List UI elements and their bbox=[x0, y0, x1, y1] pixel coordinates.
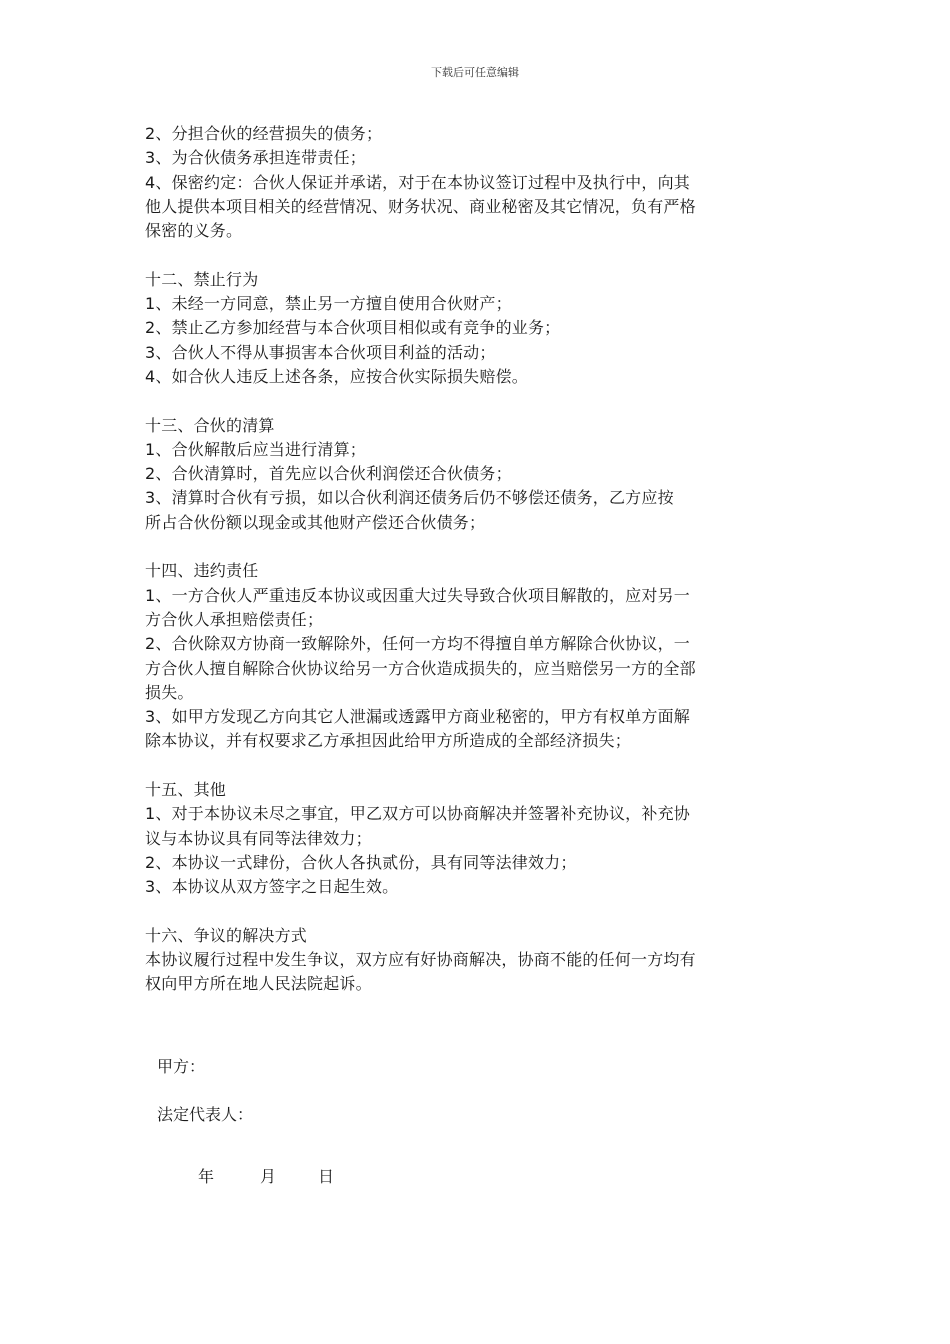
text-line: 2、禁止乙方参加经营与本合伙项目相似或有竞争的业务； bbox=[145, 318, 561, 338]
paragraph-gap bbox=[145, 535, 805, 559]
paragraph-gap bbox=[145, 389, 805, 413]
text-line: 2、合伙清算时，首先应以合伙利润偿还合伙债务； bbox=[145, 464, 512, 484]
section-prohibited-acts bbox=[145, 268, 805, 389]
section-heading: 十三、合伙的清算 bbox=[145, 415, 275, 435]
text-line: 1、对于本协议未尽之事宜，甲乙双方可以协商解决并签署补充协议，补充协 bbox=[145, 804, 690, 824]
text-line: 2、本协议一式肆份，合伙人各执贰份，具有同等法律效力； bbox=[145, 852, 577, 872]
text-line: 议与本协议具有同等法律效力； bbox=[145, 828, 372, 848]
section-heading: 十四、违约责任 bbox=[145, 561, 259, 581]
text-line: 3、合伙人不得从事损害本合伙项目利益的活动； bbox=[145, 342, 496, 362]
section-liquidation bbox=[145, 414, 805, 535]
paragraph-gap bbox=[145, 754, 805, 778]
text-line: 3、如甲方发现乙方向其它人泄漏或透露甲方商业秘密的，甲方有权单方面解 bbox=[145, 707, 690, 727]
text-line: 所占合伙份额以现金或其他财产偿还合伙债务； bbox=[145, 512, 486, 532]
section-heading: 十五、其他 bbox=[145, 780, 227, 800]
text-line: 他人提供本项目相关的经营情况、财务状况、商业秘密及其它情况，负有严格 bbox=[145, 196, 696, 216]
section-dispute-resolution bbox=[145, 924, 805, 997]
text-line: 保密的义务。 bbox=[145, 221, 243, 241]
text-line: 除本协议，并有权要求乙方承担因此给甲方所造成的全部经济损失； bbox=[145, 731, 632, 751]
text-line: 1、未经一方同意，禁止另一方擅自使用合伙财产； bbox=[145, 294, 512, 314]
text-line: 1、合伙解散后应当进行清算； bbox=[145, 439, 366, 459]
text-line: 权向甲方所在地人民法院起诉。 bbox=[145, 974, 372, 994]
date-year-label: 年 bbox=[198, 1167, 215, 1186]
document-body bbox=[145, 122, 805, 997]
section-heading: 十六、争议的解决方式 bbox=[145, 925, 308, 945]
section-heading: 十二、禁止行为 bbox=[145, 269, 259, 289]
text-line: 2、分担合伙的经营损失的债务； bbox=[145, 124, 383, 143]
text-line: 损失。 bbox=[145, 682, 194, 702]
text-line: 1、一方合伙人严重违反本协议或因重大过失导致合伙项目解散的，应对另一 bbox=[145, 585, 690, 605]
text-line: 3、清算时合伙有亏损，如以合伙利润还债务后仍不够偿还债务，乙方应按 bbox=[145, 488, 674, 508]
text-line: 2、合伙除双方协商一致解除外，任何一方均不得擅自单方解除合伙协议，一 bbox=[145, 634, 690, 654]
section-breach-liability bbox=[145, 559, 805, 753]
signature-date bbox=[198, 1165, 334, 1189]
text-line: 本协议履行过程中发生争议，双方应有好协商解决，协商不能的任何一方均有 bbox=[145, 950, 696, 970]
section-obligations bbox=[145, 122, 805, 243]
text-line: 4、如合伙人违反上述各条，应按合伙实际损失赔偿。 bbox=[145, 366, 528, 386]
section-other bbox=[145, 778, 805, 899]
paragraph-gap bbox=[145, 900, 805, 924]
date-day-label: 日 bbox=[318, 1167, 335, 1186]
text-line: 3、本协议从双方签字之日起生效。 bbox=[145, 877, 399, 897]
date-month-label: 月 bbox=[260, 1167, 277, 1186]
text-line: 方合伙人擅自解除合伙协议给另一方合伙造成损失的，应当赔偿另一方的全部 bbox=[145, 658, 696, 678]
legal-representative-label: 法定代表人： bbox=[157, 1105, 254, 1124]
party-a-label: 甲方： bbox=[157, 1057, 206, 1076]
text-line: 3、为合伙债务承担连带责任； bbox=[145, 148, 366, 168]
page-header: 下载后可任意编辑 bbox=[431, 66, 519, 79]
paragraph-gap bbox=[145, 243, 805, 267]
text-line: 方合伙人承担赔偿责任； bbox=[145, 609, 324, 629]
text-line: 4、保密约定：合伙人保证并承诺，对于在本协议签订过程中及执行中，向其 bbox=[145, 172, 690, 192]
